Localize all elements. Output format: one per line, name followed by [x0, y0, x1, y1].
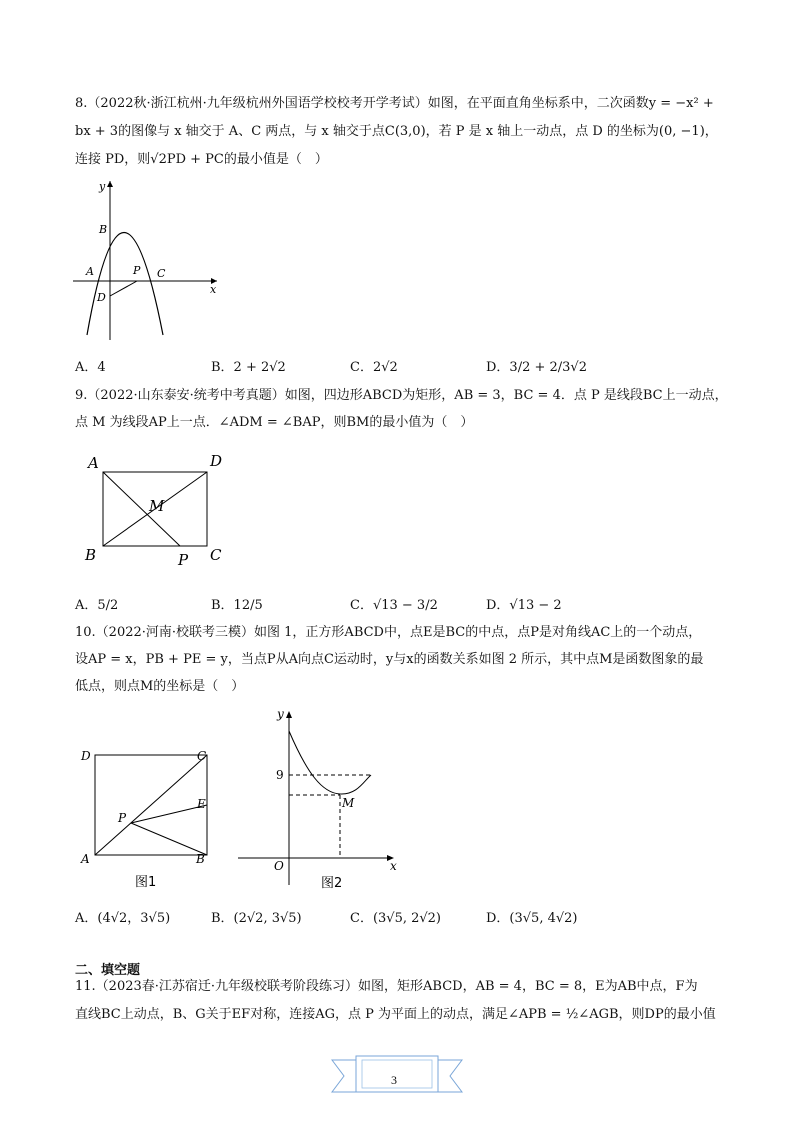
q8-label-P: P	[133, 264, 141, 277]
q10-square-figure	[75, 740, 225, 890]
q8-option-a: A．4	[75, 360, 106, 375]
q8-label-B: B	[99, 223, 108, 236]
q10-fig1-label-E: E	[197, 797, 206, 811]
q8-option-b: B．2 + 2√2	[211, 360, 286, 375]
q8-line1: 8.（2022秋·浙江杭州·九年级杭州外国语学校校考开学考试）如图，在平面直角坐标系中，二次函数y = −x² +	[75, 96, 714, 111]
q10-fig1-label-P: P	[118, 811, 127, 825]
q9-label-P: P	[178, 551, 189, 569]
q11-line2: 直线BC上动点，B、G关于EF对称，连接AG，点 P 为平面上的动点，满足∠APB = ½∠AGB，则DP的最小值	[75, 1007, 716, 1022]
footer-ribbon-icon	[330, 1052, 464, 1100]
q10-option-d: D．(3√5, 4√2)	[486, 911, 578, 926]
q9-label-C: C	[210, 546, 222, 564]
q10-line1: 10.（2022·河南·校联考三模）如图 1，正方形ABCD中，点E是BC的中点，点P是对角线AC上的一个动点，	[75, 625, 702, 640]
q10-graph-figure	[232, 703, 407, 895]
q10-fig2-caption: 图2	[321, 876, 343, 891]
q8-label-y: y	[99, 180, 106, 193]
q8-line3: 连接 PD，则√2PD + PC的最小值是（ ）	[75, 152, 328, 167]
q9-label-M: M	[149, 497, 165, 515]
q10-fig2-label-x: x	[390, 859, 397, 873]
q10-fig2-label-y: y	[277, 707, 284, 721]
q9-line1: 9.（2022·山东泰安·统考中考真题）如图，四边形ABCD为矩形，AB = 3，BC = 4．点 P 是线段BC上一动点，	[75, 388, 728, 403]
q10-fig2-label-M: M	[342, 796, 355, 810]
q9-label-B: B	[85, 546, 97, 564]
q8-label-D: D	[97, 291, 106, 304]
section-fill-in-title: 二、填空题	[75, 963, 141, 978]
q10-option-b: B．(2√2, 3√5)	[211, 911, 302, 926]
q10-fig1-label-D: D	[81, 749, 91, 763]
q10-line2: 设AP = x，PB + PE = y，当点P从A向点C运动时，y与x的函数关系如图 2 所示，其中点M是函数图象的最	[75, 652, 704, 667]
q9-label-D: D	[210, 452, 223, 470]
q9-option-b: B．12/5	[211, 598, 263, 613]
q10-fig1-label-B: B	[196, 852, 205, 866]
q8-parabola-figure	[65, 175, 225, 345]
q10-option-a: A．(4√2，3√5)	[75, 911, 171, 926]
q10-option-c: C．(3√5, 2√2)	[350, 911, 442, 926]
q11-line1: 11.（2023春·江苏宿迁·九年级校联考阶段练习）如图，矩形ABCD，AB = 4，BC = 8，E为AB中点，F为	[75, 979, 698, 994]
q8-label-x: x	[210, 283, 217, 296]
q10-fig1-label-A: A	[81, 852, 90, 866]
q9-option-a: A．5/2	[75, 598, 119, 613]
q8-line2: bx + 3的图像与 x 轴交于 A、C 两点，与 x 轴交于点C(3,0)，若 P 是 x 轴上一动点，点 D 的坐标为(0, −1)，	[75, 124, 718, 139]
q10-line3: 低点，则点M的坐标是（ ）	[75, 679, 245, 694]
q8-option-c: C．2√2	[350, 360, 398, 375]
q8-label-A: A	[86, 265, 94, 278]
q9-line2: 点 M 为线段AP上一点．∠ADM = ∠BAP，则BM的最小值为（ ）	[75, 415, 474, 430]
q9-label-A: A	[88, 454, 99, 472]
q8-label-C: C	[157, 267, 166, 280]
q10-fig1-caption: 图1	[135, 875, 157, 890]
q10-fig2-label-O: O	[274, 859, 284, 873]
page-number: 3	[391, 1073, 397, 1087]
q9-rectangle-figure	[80, 448, 240, 573]
q10-fig2-label-nine: 9	[276, 768, 284, 782]
q10-fig1-label-C: C	[197, 749, 207, 763]
q9-option-d: D．√13 − 2	[486, 598, 562, 613]
q8-option-d: D．3/2 + 2/3√2	[486, 360, 587, 375]
q9-option-c: C．√13 − 3/2	[350, 598, 438, 613]
